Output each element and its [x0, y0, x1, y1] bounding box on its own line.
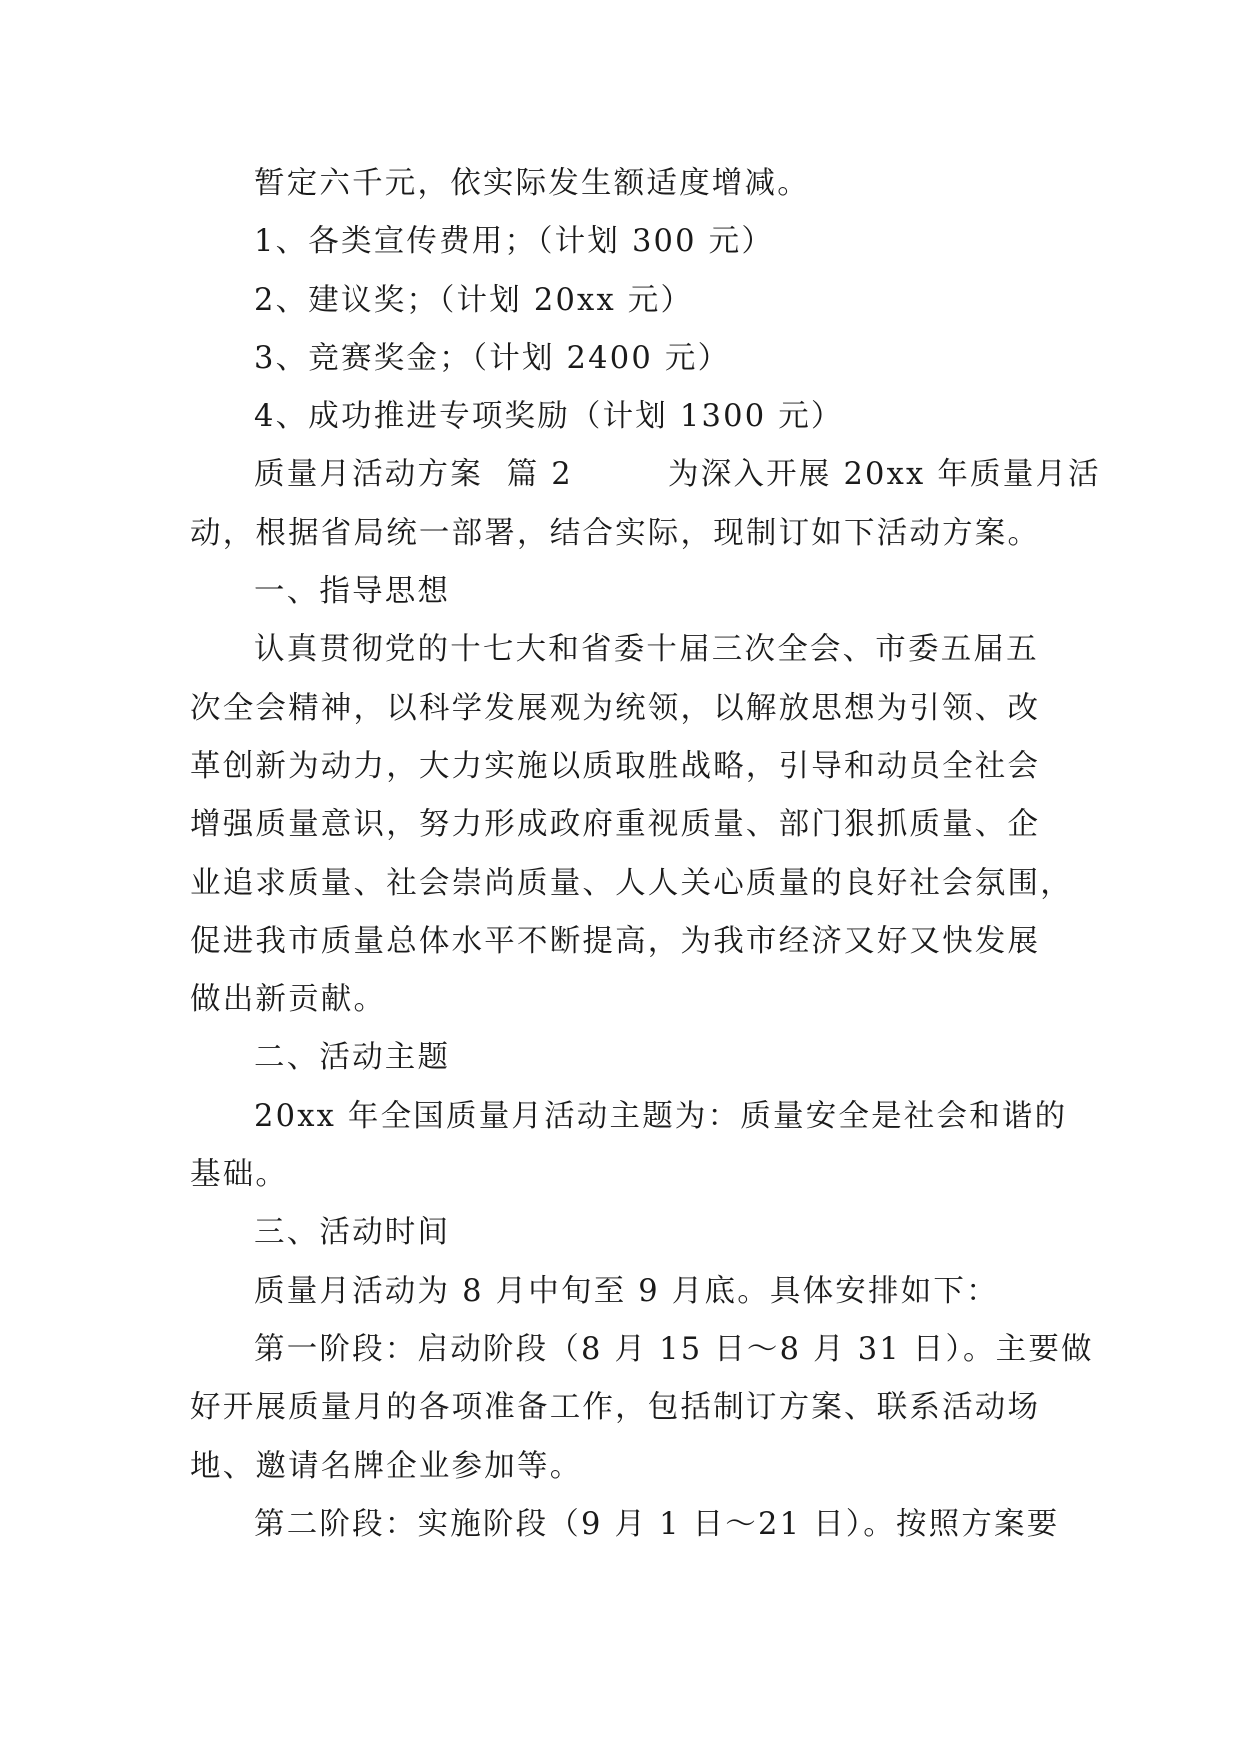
paragraph-line: 增强质量意识，努力形成政府重视质量、部门狠抓质量、企: [190, 807, 1041, 843]
section-heading: 一、指导思想: [254, 574, 451, 610]
paragraph-line: 基础。: [190, 1157, 289, 1193]
paragraph-line: 3、竞赛奖金；（计划 2400 元）: [254, 340, 731, 376]
paragraph-line: 第一阶段：启动阶段（8 月 15 日～8 月 31 日）。主要做: [254, 1331, 1094, 1367]
paragraph-line: 做出新贡献。: [190, 982, 387, 1018]
paragraph-line: 4、成功推进专项奖励（计划 1300 元）: [254, 399, 844, 435]
paragraph-line: 地、邀请名牌企业参加等。: [190, 1448, 583, 1484]
section-heading: 二、活动主题: [254, 1040, 451, 1076]
paragraph-line: 暂定六千元，依实际发生额适度增减。: [254, 166, 810, 201]
paragraph-line: 第二阶段：实施阶段（9 月 1 日～21 日）。按照方案要: [254, 1506, 1060, 1542]
paragraph-line: 质量月活动方案 篇 2 为深入开展 20xx 年质量月活: [254, 457, 1101, 493]
paragraph-line: 促进我市质量总体水平不断提高，为我市经济又好又快发展: [190, 923, 1041, 959]
paragraph-line: 质量月活动为 8 月中旬至 9 月底。具体安排如下：: [254, 1273, 999, 1309]
paragraph-line: 业追求质量、社会崇尚质量、人人关心质量的良好社会氛围，: [190, 865, 1073, 901]
section-heading: 三、活动时间: [254, 1215, 451, 1251]
paragraph-line: 2、建议奖；（计划 20xx 元）: [254, 282, 694, 318]
paragraph-line: 好开展质量月的各项准备工作，包括制订方案、联系活动场: [190, 1390, 1041, 1426]
paragraph-line: 动，根据省局统一部署，结合实际，现制订如下活动方案。: [190, 515, 1041, 551]
paragraph-line: 次全会精神，以科学发展观为统领，以解放思想为引领、改: [190, 690, 1041, 726]
paragraph-line: 20xx 年全国质量月活动主题为：质量安全是社会和谐的: [254, 1098, 1068, 1134]
document-body: [190, 155, 1101, 1554]
paragraph-line: 1、各类宣传费用；（计划 300 元）: [254, 224, 775, 260]
paragraph-line: 认真贯彻党的十七大和省委十届三次全会、市委五届五: [254, 632, 1039, 668]
paragraph-line: 革创新为动力，大力实施以质取胜战略，引导和动员全社会: [190, 748, 1041, 784]
